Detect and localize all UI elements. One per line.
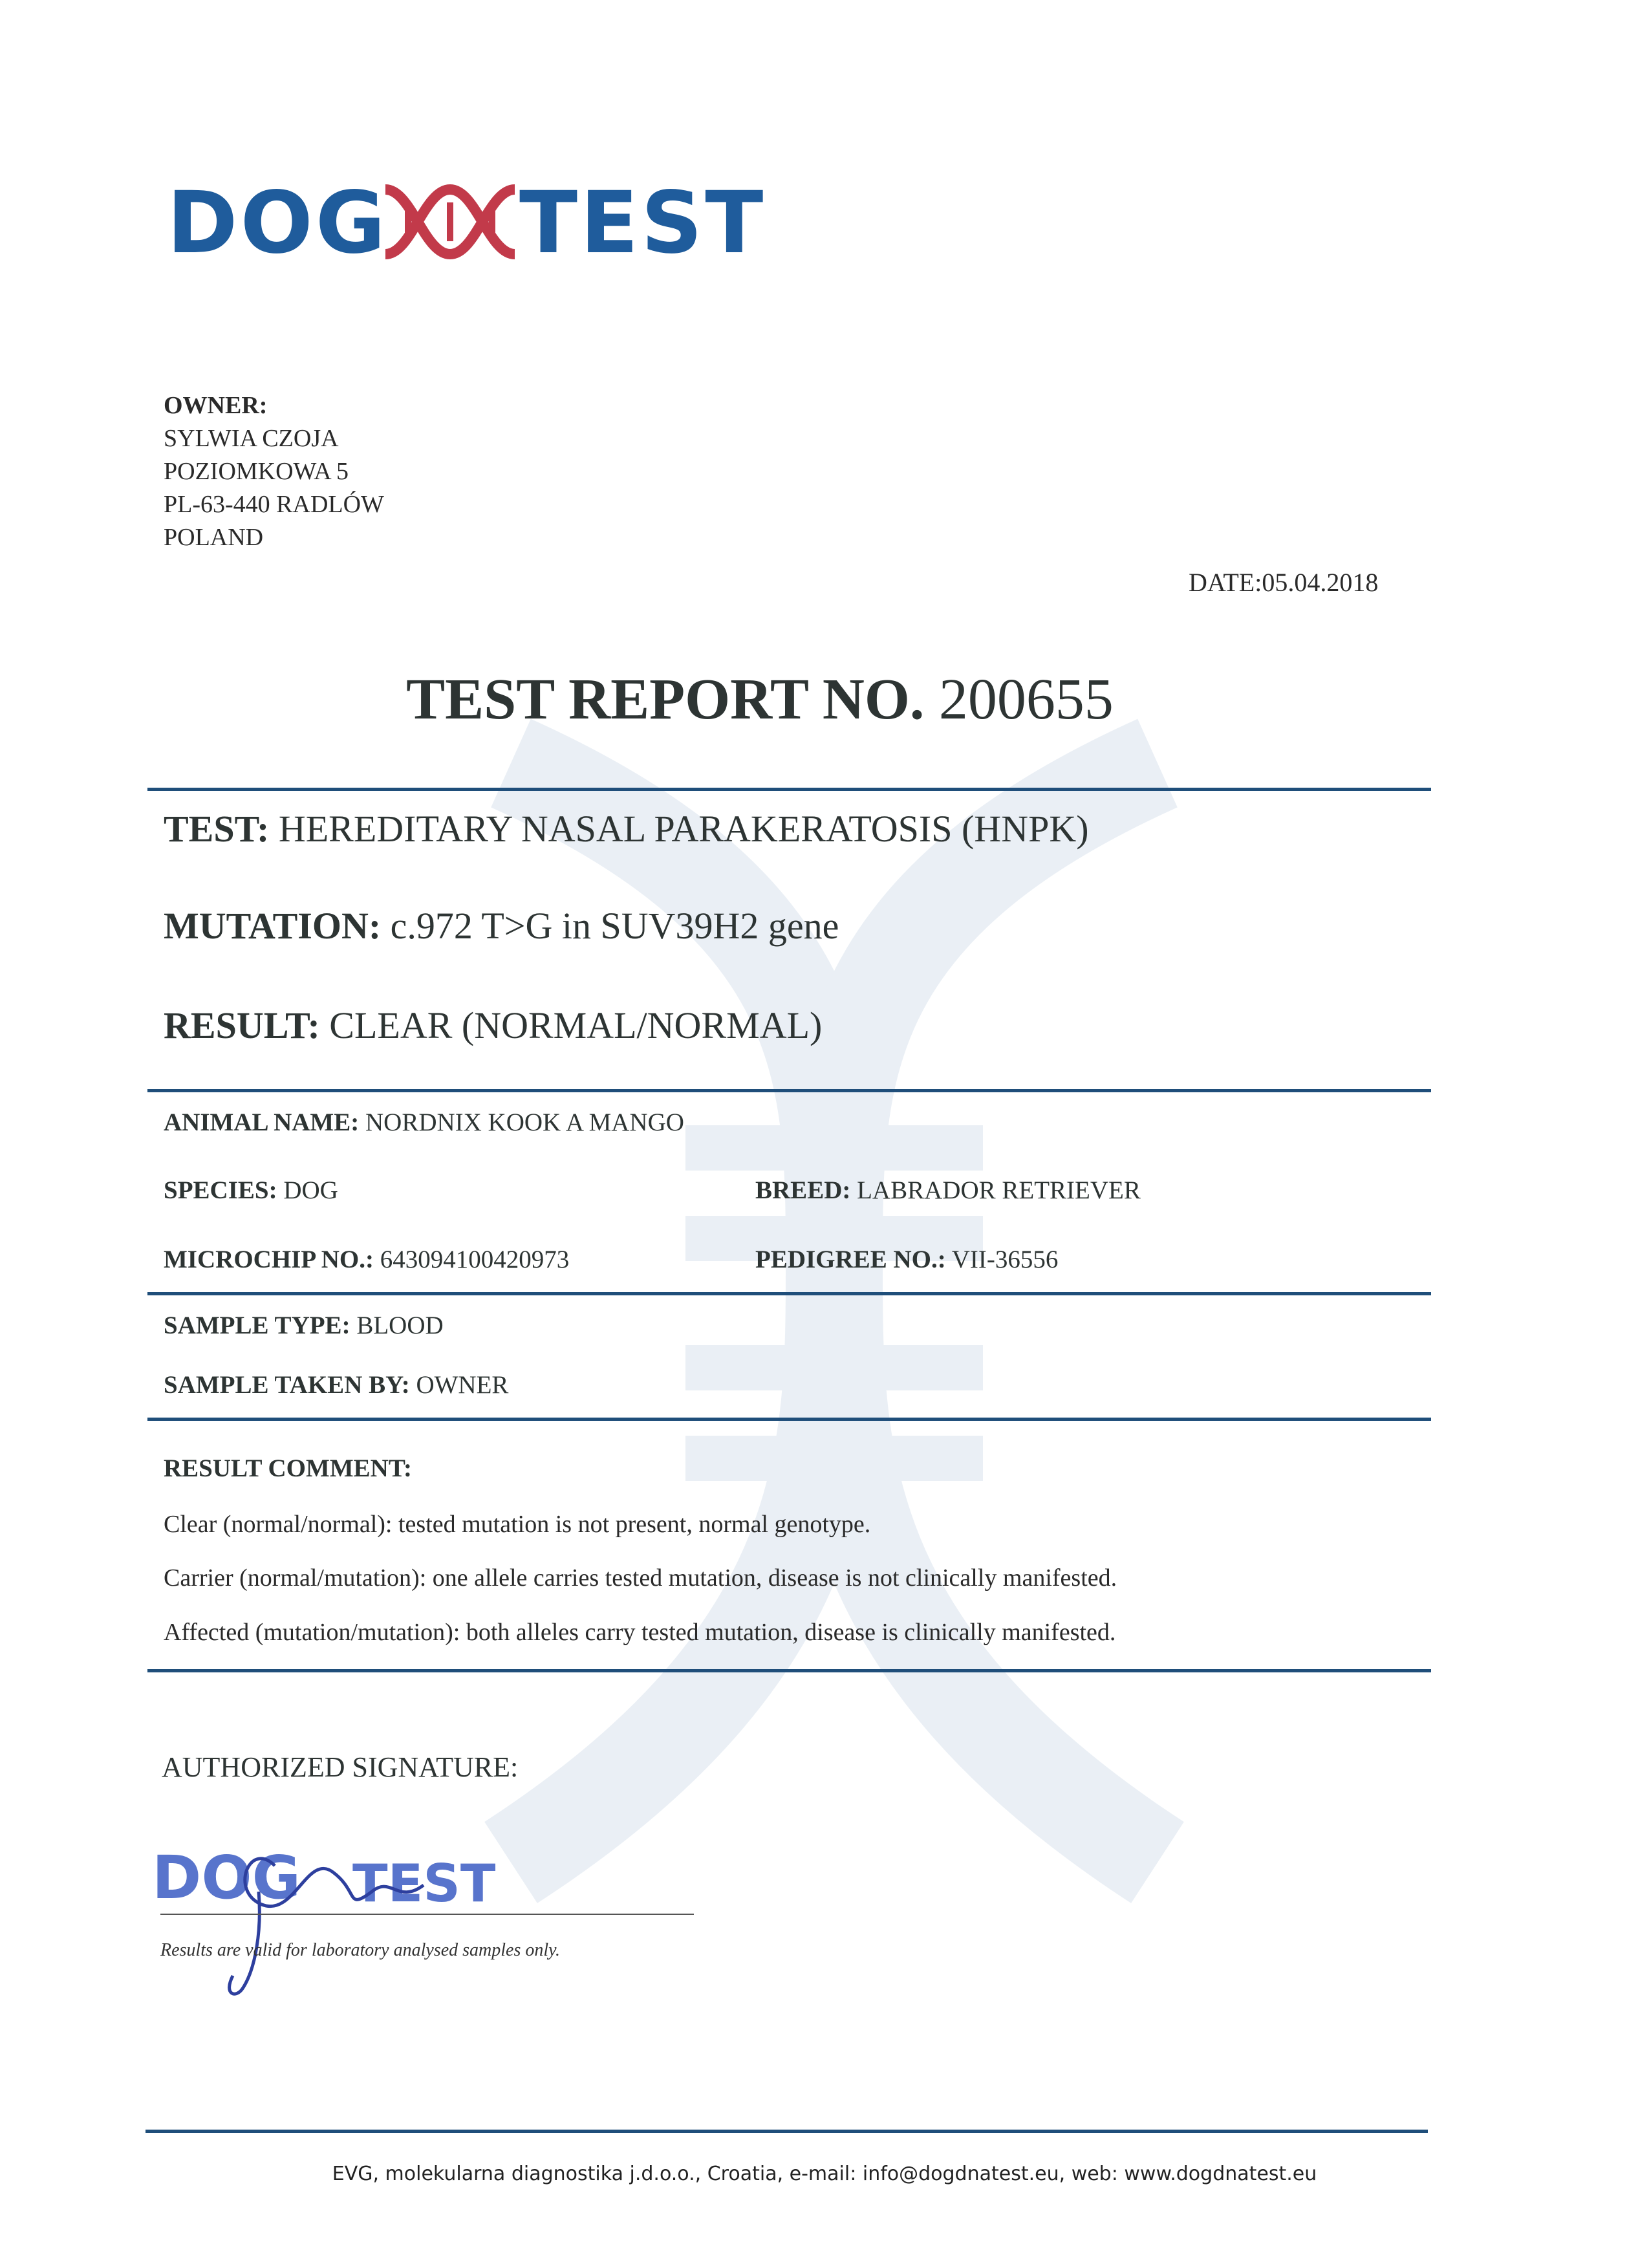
microchip-label: MICROCHIP NO.:: [164, 1246, 374, 1273]
sample-type-value: BLOOD: [356, 1312, 444, 1339]
mutation-label: MUTATION:: [164, 905, 382, 947]
validity-note: Results are valid for laboratory analysed samples only.: [160, 1940, 561, 1960]
svg-text:TEST: TEST: [519, 173, 766, 273]
pedigree-value: VII-36556: [951, 1246, 1059, 1273]
sample-type-label: SAMPLE TYPE:: [164, 1312, 350, 1339]
test-row: [164, 807, 1089, 850]
svg-text:DOG: DOG: [167, 173, 389, 273]
owner-street: POZIOMKOWA 5: [164, 458, 349, 485]
result-label: RESULT:: [164, 1004, 320, 1046]
footer-contact: EVG, molekularna diagnostika j.d.o.o., Croatia, e-mail: info@dogdnatest.eu, web: www.dogdnatest.eu: [332, 2163, 1317, 2185]
dogdnatest-logo: [167, 173, 766, 273]
svg-text:TEST: TEST: [352, 1853, 496, 1914]
comment-line: Affected (mutation/mutation): both alleles carry tested mutation, disease is clinically manifested.: [164, 1619, 1116, 1646]
breed-label: BREED:: [755, 1176, 851, 1204]
divider: [147, 788, 1431, 791]
breed-row: [755, 1176, 1141, 1205]
test-value: HEREDITARY NASAL PARAKERATOSIS (HNPK): [278, 808, 1089, 850]
mutation-value: c.972 T>G in SUV39H2 gene: [390, 905, 839, 947]
report-number: 200655: [938, 667, 1114, 731]
owner-name: SYLWIA CZOJA: [164, 425, 339, 452]
test-label: TEST:: [164, 808, 270, 850]
report-date: DATE:05.04.2018: [1189, 568, 1379, 597]
species-label: SPECIES:: [164, 1176, 277, 1204]
microchip-value: 643094100420973: [380, 1246, 570, 1273]
owner-block: [164, 389, 384, 554]
owner-country: POLAND: [164, 524, 264, 551]
sample-type-row: [164, 1311, 444, 1340]
breed-value: LABRADOR RETRIEVER: [857, 1176, 1141, 1204]
report-title-label: TEST REPORT NO.: [406, 667, 925, 731]
svg-text:DOG: DOG: [152, 1843, 301, 1912]
result-row: [164, 1004, 822, 1047]
owner-city: PL-63-440 RADLÓW: [164, 491, 384, 518]
owner-label: OWNER:: [164, 392, 268, 419]
comment-line: Carrier (normal/mutation): one allele carries tested mutation, disease is not clinically manifested.: [164, 1564, 1117, 1592]
dna-helix-icon: [385, 189, 515, 254]
microchip-row: [164, 1245, 569, 1274]
divider: [147, 1669, 1431, 1672]
pedigree-label: PEDIGREE NO.:: [755, 1246, 946, 1273]
result-value: CLEAR (NORMAL/NORMAL): [329, 1004, 823, 1046]
species-row: [164, 1176, 338, 1205]
mutation-row: [164, 904, 839, 947]
sample-taken-label: SAMPLE TAKEN BY:: [164, 1371, 410, 1399]
animal-name-label: ANIMAL NAME:: [164, 1108, 360, 1136]
signature-stamp: [152, 1814, 514, 2002]
divider: [147, 1089, 1431, 1092]
comment-label-text: RESULT COMMENT:: [164, 1454, 412, 1482]
report-title: [0, 666, 1520, 733]
signature-line: [160, 1914, 694, 1915]
divider: [147, 1418, 1431, 1421]
animal-name-value: NORDNIX KOOK A MANGO: [365, 1108, 684, 1136]
signature-label: AUTHORIZED SIGNATURE:: [162, 1751, 519, 1783]
species-value: DOG: [283, 1176, 338, 1204]
divider: [147, 1292, 1431, 1295]
pedigree-row: [755, 1245, 1058, 1274]
animal-name-row: [164, 1108, 684, 1137]
sample-taken-value: OWNER: [416, 1371, 509, 1399]
sample-taken-row: [164, 1370, 508, 1399]
comment-line: Clear (normal/normal): tested mutation is not present, normal genotype.: [164, 1511, 871, 1538]
comment-label: [164, 1454, 412, 1483]
footer-divider: [146, 2130, 1428, 2133]
